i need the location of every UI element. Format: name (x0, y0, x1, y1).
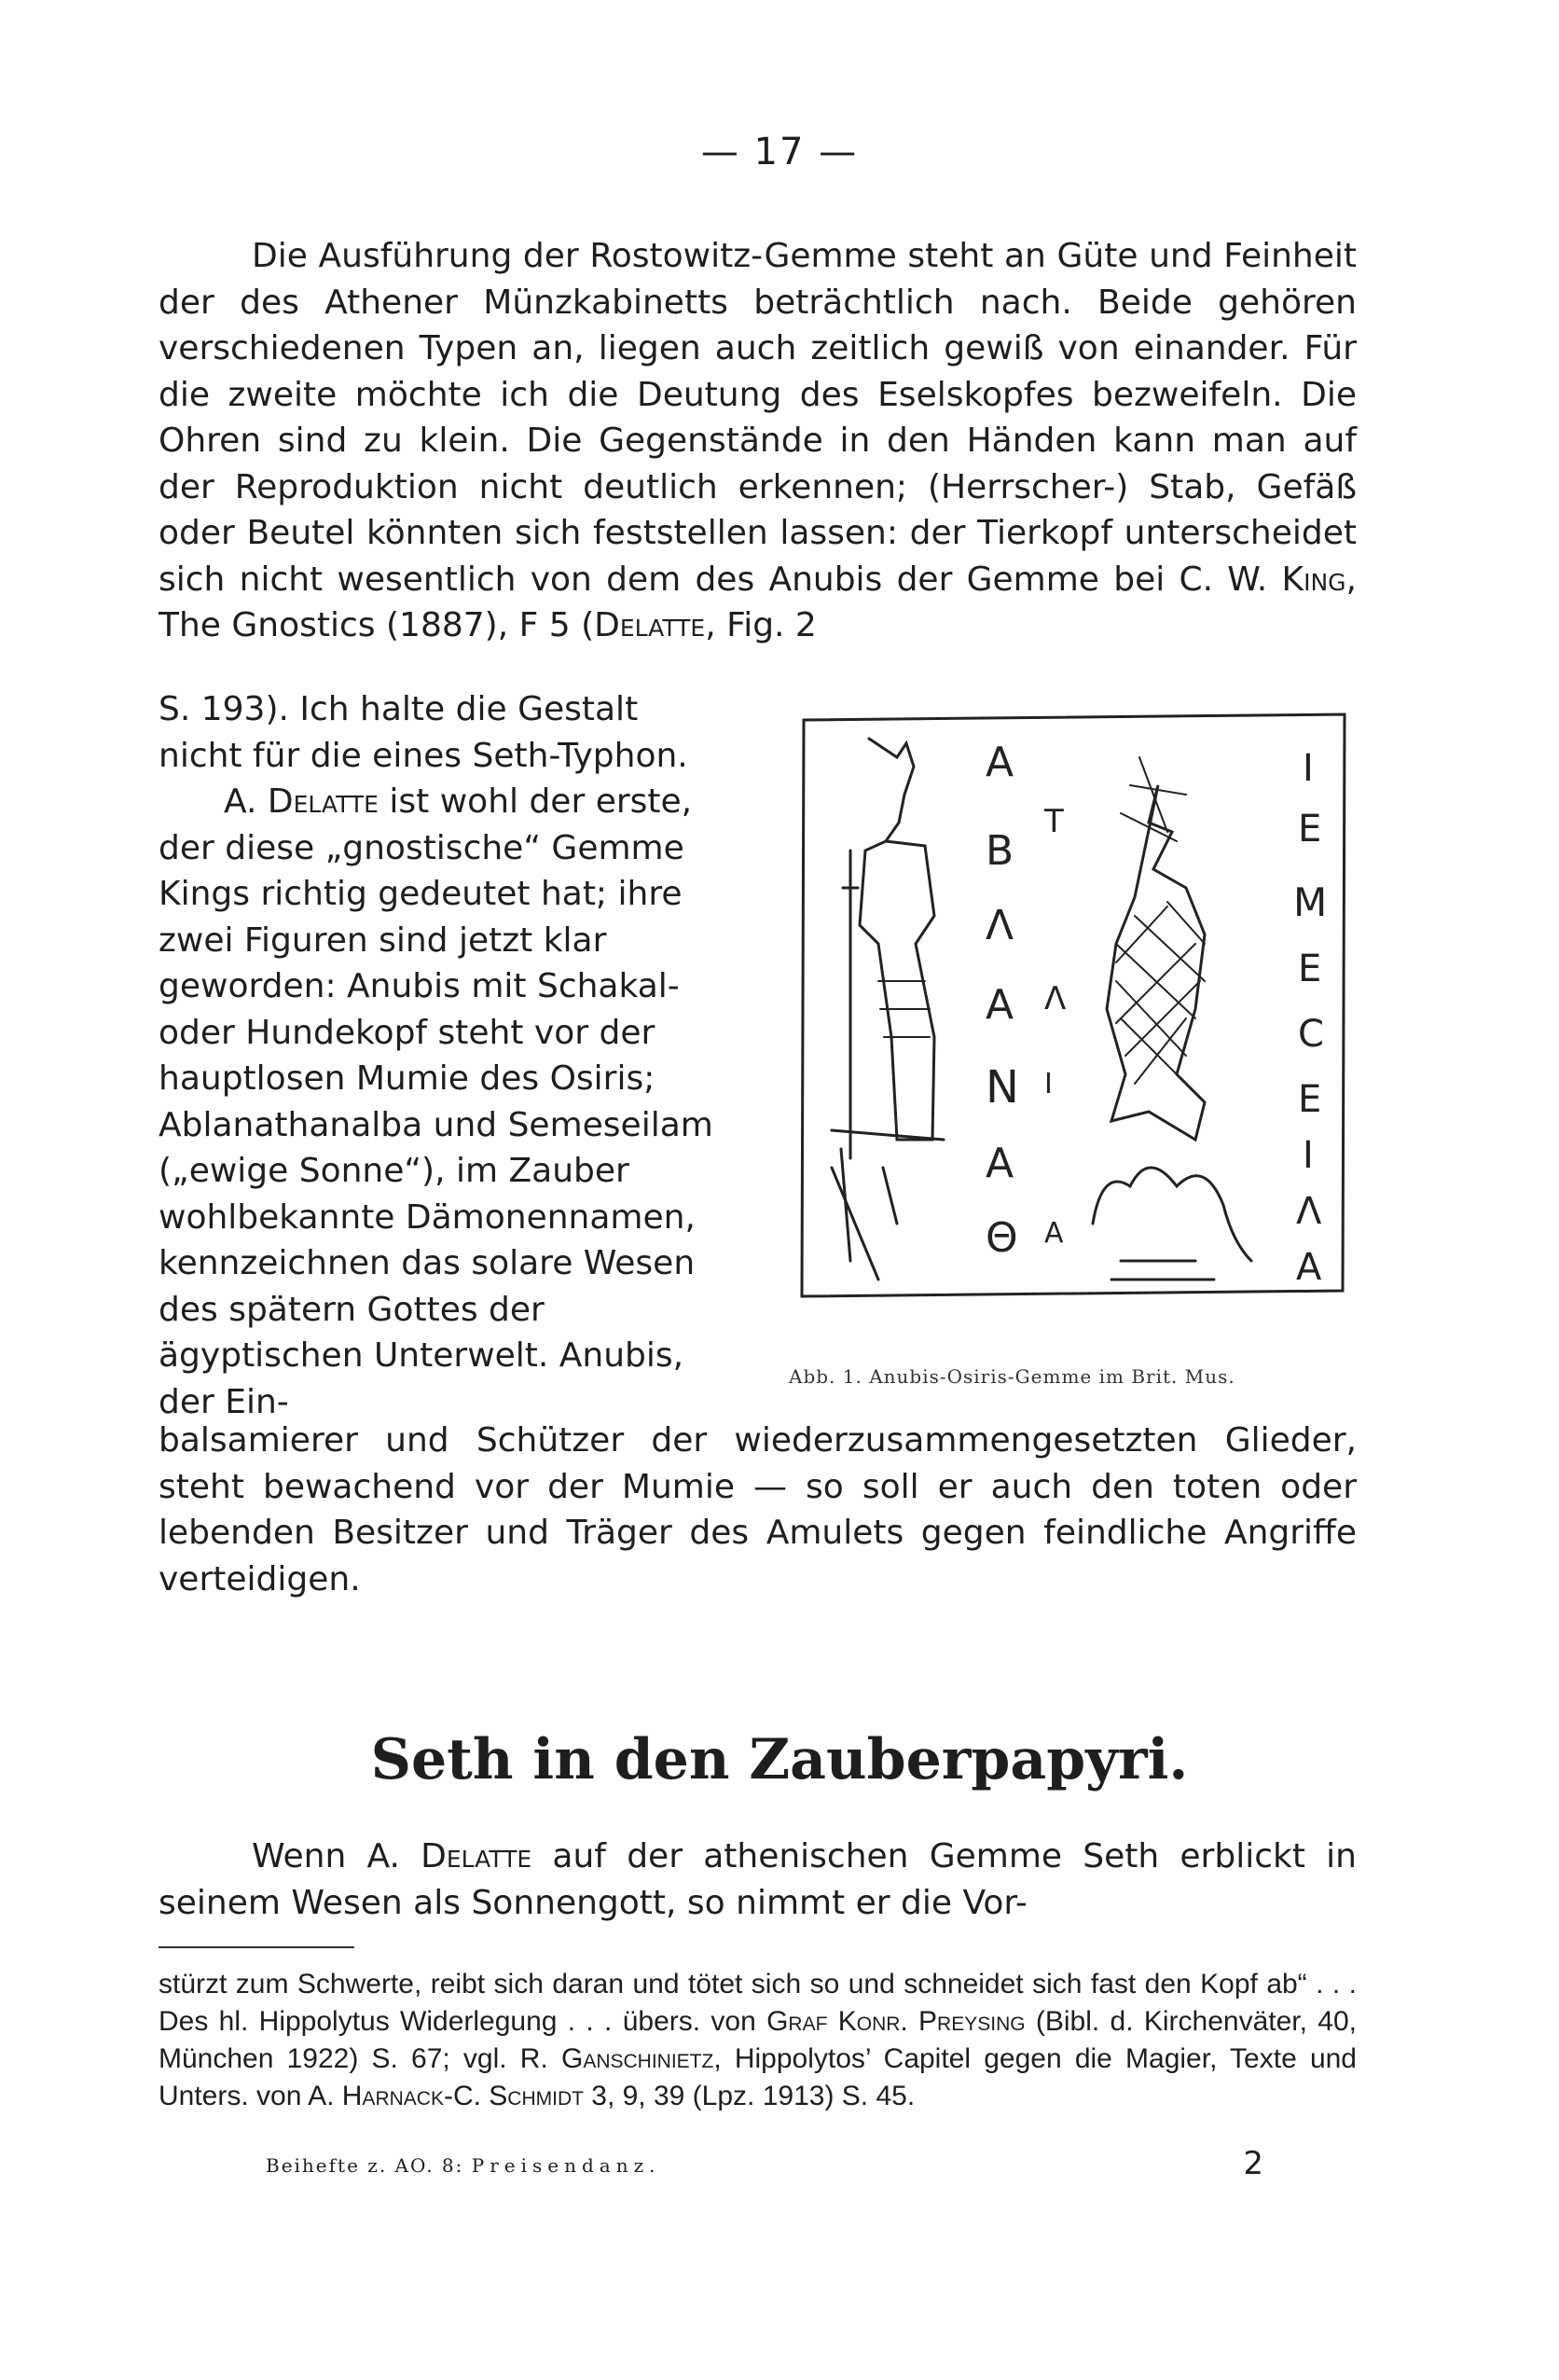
svg-text:Θ: Θ (986, 1214, 1018, 1262)
svg-text:A: A (986, 981, 1014, 1029)
svg-text:A: A (1044, 1217, 1064, 1250)
paragraph-1-citation: , The Gnostics (1887), F 5 ( (159, 560, 1357, 644)
footnote-part-4: 3, 9, 39 (Lpz. 1913) S. 45. (583, 2081, 916, 2111)
page-number: — 17 — (700, 131, 859, 173)
paragraph-4 (159, 1833, 1357, 1926)
paragraph-3: balsamierer und Schützer der wiederzusammengesetzten Glieder, steht bewachend vor der Mumie — so soll er auch den toten oder lebenden Besitzer und Träger des Amulets gegen feindliche Angriffe verteidigen. (159, 1421, 1357, 1598)
svg-text:E: E (1298, 1078, 1322, 1121)
svg-text:Λ: Λ (1296, 1190, 1322, 1233)
svg-text:E: E (1298, 948, 1322, 990)
author-preysing: Graf Konr. Preysing (766, 2006, 1026, 2037)
anubis-osiris-gem-drawing (794, 701, 1354, 1304)
svg-text:I: I (1044, 1068, 1053, 1100)
paragraph-4-start: Wenn A. (252, 1837, 421, 1875)
paragraph-2-first-lines: S. 193). Ich halte die Gestalt nicht für die eines Seth-Typhon. (159, 690, 688, 775)
footer-series-label: Beihefte z. AO. 8: (266, 2154, 472, 2177)
author-delatte-3: Delatte (421, 1837, 532, 1875)
svg-text:I: I (1303, 747, 1314, 790)
footnote (159, 1966, 1357, 2115)
svg-text:Λ: Λ (1044, 980, 1067, 1017)
paragraph-2 (159, 686, 727, 1425)
section-title: Seth in den Zauberpapyri. (370, 1727, 1189, 1792)
author-harnack: Harnack-C. Schmidt (341, 2081, 584, 2111)
footnote-divider (159, 1946, 354, 1948)
svg-text:M: M (1293, 879, 1328, 925)
footnote-part-1: stürzt zum Schwerte, reibt sich daran und tötet sich so und schneidet sich fast den Kopf ab“ . . . Des hl. Hippolytus Widerlegung . . . übers. von (159, 1969, 1357, 2037)
svg-text:A: A (1296, 1246, 1322, 1289)
author-king: King (1281, 560, 1346, 599)
svg-text:E: E (1298, 808, 1322, 851)
svg-text:A: A (986, 739, 1014, 786)
paragraph-2-initial: A. (224, 782, 268, 821)
author-ganschinietz: Ganschinietz (560, 2043, 714, 2074)
author-delatte: Delatte (594, 606, 706, 644)
paragraph-2-text: ist wohl der erste, der diese „gnostische“ Gemme Kings richtig gedeutet hat; ihre zwei Figuren sind jetzt klar geworden: Anubis mit Schakal- oder Hundekopf steht vor der hauptlosen Mumie des Osiris; Ablanathanalba und Semeseilam („ewige Sonne“), im Zauber wohlbekannte Dämonennamen, kennzeichnen das solare Wesen des spätern Gottes der ägyptischen Unterwelt. Anubis, der Ein- (159, 782, 713, 1421)
svg-text:C: C (1298, 1013, 1324, 1056)
svg-text:N: N (986, 1061, 1019, 1114)
svg-text:T: T (1044, 803, 1064, 840)
author-delatte-2: Delatte (267, 782, 379, 821)
sheet-signature: 2 (1243, 2145, 1263, 2182)
paragraph-1 (159, 233, 1357, 649)
paragraph-1-text: Die Ausführung der Rostowitz-Gemme steht an Güte und Feinheit der des Athener Münzkabinetts beträchtlich nach. Beide gehören verschiedenen Typen an, liegen auch zeitlich gewiß von einander. Für die zweite möchte ich die Deutung des Eselskopfes bezweifeln. Die Ohren sind zu klein. Die Gegenstände in den Händen kann man auf der Reproduktion nicht deutlich erkennen; (Herrscher-) Stab, Gefäß oder Beutel könnten sich feststellen lassen: der Tierkopf unterscheidet sich nicht wesentlich von dem des Anubis der Gemme bei C. W. (159, 237, 1357, 599)
paragraph-4-text: auf der athenischen Gemme Seth erblickt in seinem Wesen als Sonnengott, so nimmt er die Vor- (159, 1837, 1357, 1922)
svg-text:Λ: Λ (986, 902, 1014, 949)
footer-series (266, 2154, 660, 2177)
footnote-part-2: (Bibl. d. Kirchenväter, 40, München 1922) S. 67; vgl. R. (159, 2006, 1357, 2074)
footer-author: Preisendanz. (471, 2154, 661, 2177)
figure-caption: Abb. 1. Anubis-Osiris-Gemme im Brit. Mus. (789, 1365, 1235, 1388)
page-footer (266, 2145, 1263, 2182)
footnote-part-3: , Hippolytos’ Capitel gegen die Magier, Texte und Unters. von A. (159, 2043, 1357, 2111)
gem-illustration (794, 701, 1354, 1304)
svg-text:A: A (986, 1140, 1014, 1187)
svg-text:B: B (986, 827, 1014, 875)
svg-text:I: I (1303, 1134, 1314, 1177)
paragraph-1-tail: , Fig. 2 (705, 606, 817, 644)
